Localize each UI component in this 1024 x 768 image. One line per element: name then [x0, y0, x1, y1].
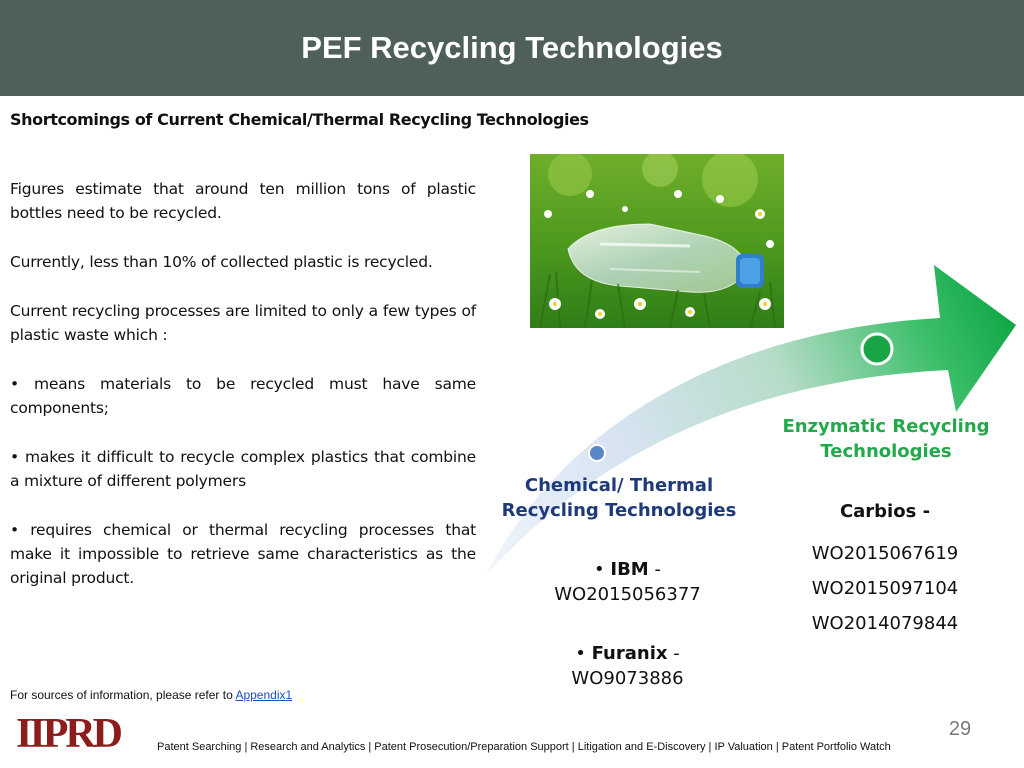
- paragraph-recycled-share: Currently, less than 10% of collected plastic is recycled.: [10, 253, 433, 271]
- stage-chemical-thermal-title: Chemical/ Thermal Recycling Technologies: [501, 475, 737, 521]
- section-subtitle: Shortcomings of Current Chemical/Thermal Recycling Technologies: [10, 110, 589, 129]
- carbios-company: Carbios -: [839, 501, 931, 522]
- logo-text: IIPRD: [16, 711, 121, 754]
- page-number: 29: [948, 718, 972, 740]
- sources-prefix: For sources of information, please refer to: [10, 688, 233, 702]
- ibm-patent-entry: • IBM - WO2015056377: [554, 559, 701, 605]
- paragraph-limitations: Current recycling processes are limited to only a few types of plastic waste which :: [10, 302, 476, 344]
- stage-enzymatic-title: Enzymatic Recycling Technologies: [782, 416, 990, 462]
- furanix-number: WO9073886: [571, 668, 684, 689]
- furanix-patent-entry: • Furanix - WO9073886: [571, 643, 684, 689]
- iiprd-logo: [14, 708, 148, 754]
- stage1-dot: [589, 445, 605, 461]
- page-title: PEF Recycling Technologies: [301, 30, 723, 65]
- carbios-number-2: WO2015097104: [811, 578, 959, 599]
- ibm-number: WO2015056377: [554, 584, 701, 605]
- footer-services: Patent Searching | Research and Analytics | Patent Prosecution/Preparation Support | Litigation and E-Discovery | IP Valuation | Patent Portfolio Watch: [157, 741, 891, 753]
- bullet-dot: •: [594, 559, 611, 580]
- paragraph-estimate: Figures estimate that around ten million tons of plastic bottles need to be recycled.: [10, 180, 476, 222]
- ibm-company: IBM: [610, 559, 649, 580]
- carbios-number-1: WO2015067619: [811, 543, 959, 564]
- bullet-characteristics: • requires chemical or thermal recycling processes that make it impossible to retrieve same characteristics as the original product.: [10, 518, 476, 590]
- bullet-same-components: • means materials to be recycled must have same components;: [10, 372, 476, 420]
- appendix-link[interactable]: Appendix1: [235, 688, 293, 702]
- sources-note: [10, 688, 292, 702]
- furanix-company: Furanix: [591, 643, 668, 664]
- bullet-complex-plastics: • makes it difficult to recycle complex plastics that combine a mixture of different polymers: [10, 445, 476, 493]
- carbios-number-3: WO2014079844: [811, 613, 959, 634]
- bullet-dot: •: [575, 643, 592, 664]
- stage2-dot: [862, 334, 892, 364]
